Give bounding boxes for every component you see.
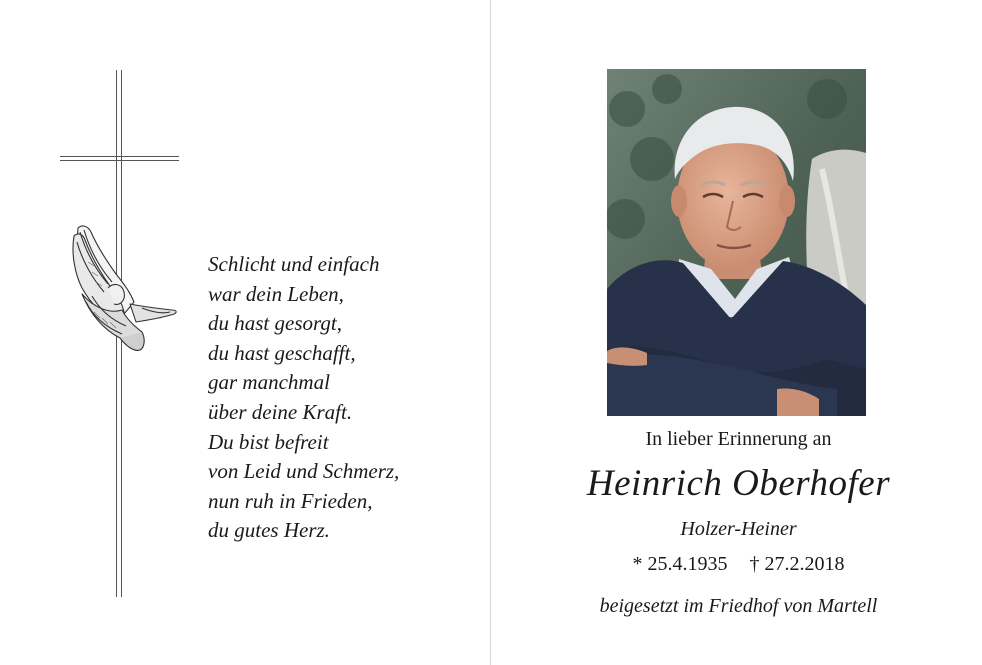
poem-line: Du bist befreit: [208, 429, 329, 454]
birth-date: * 25.4.1935: [632, 553, 728, 575]
poem: [208, 250, 399, 546]
cross-horizontal-line: [60, 156, 179, 157]
card-fold-line: [490, 0, 491, 665]
poem-line: du hast gesorgt,: [208, 311, 342, 336]
praying-hands-icon: [64, 222, 182, 354]
life-dates: [495, 553, 982, 576]
poem-line: du gutes Herz.: [208, 518, 330, 543]
memorial-intro: In lieber Erinnerung an: [645, 428, 832, 450]
deceased-nickname: Holzer-Heiner: [680, 518, 797, 540]
poem-line: du hast geschafft,: [208, 340, 356, 365]
poem-line: Schlicht und einfach: [208, 252, 380, 276]
cross-horizontal-line: [60, 160, 179, 161]
deceased-name: Heinrich Oberhofer: [586, 463, 891, 504]
poem-line: war dein Leben,: [208, 281, 344, 306]
poem-line: nun ruh in Frieden,: [208, 488, 373, 513]
poem-line: gar manchmal: [208, 370, 330, 395]
portrait-photo: [607, 69, 866, 416]
death-date: † 27.2.2018: [749, 553, 845, 575]
burial-place: beigesetzt im Friedhof von Martell: [599, 595, 878, 617]
poem-line: von Leid und Schmerz,: [208, 459, 400, 484]
poem-line: über deine Kraft.: [208, 399, 353, 424]
